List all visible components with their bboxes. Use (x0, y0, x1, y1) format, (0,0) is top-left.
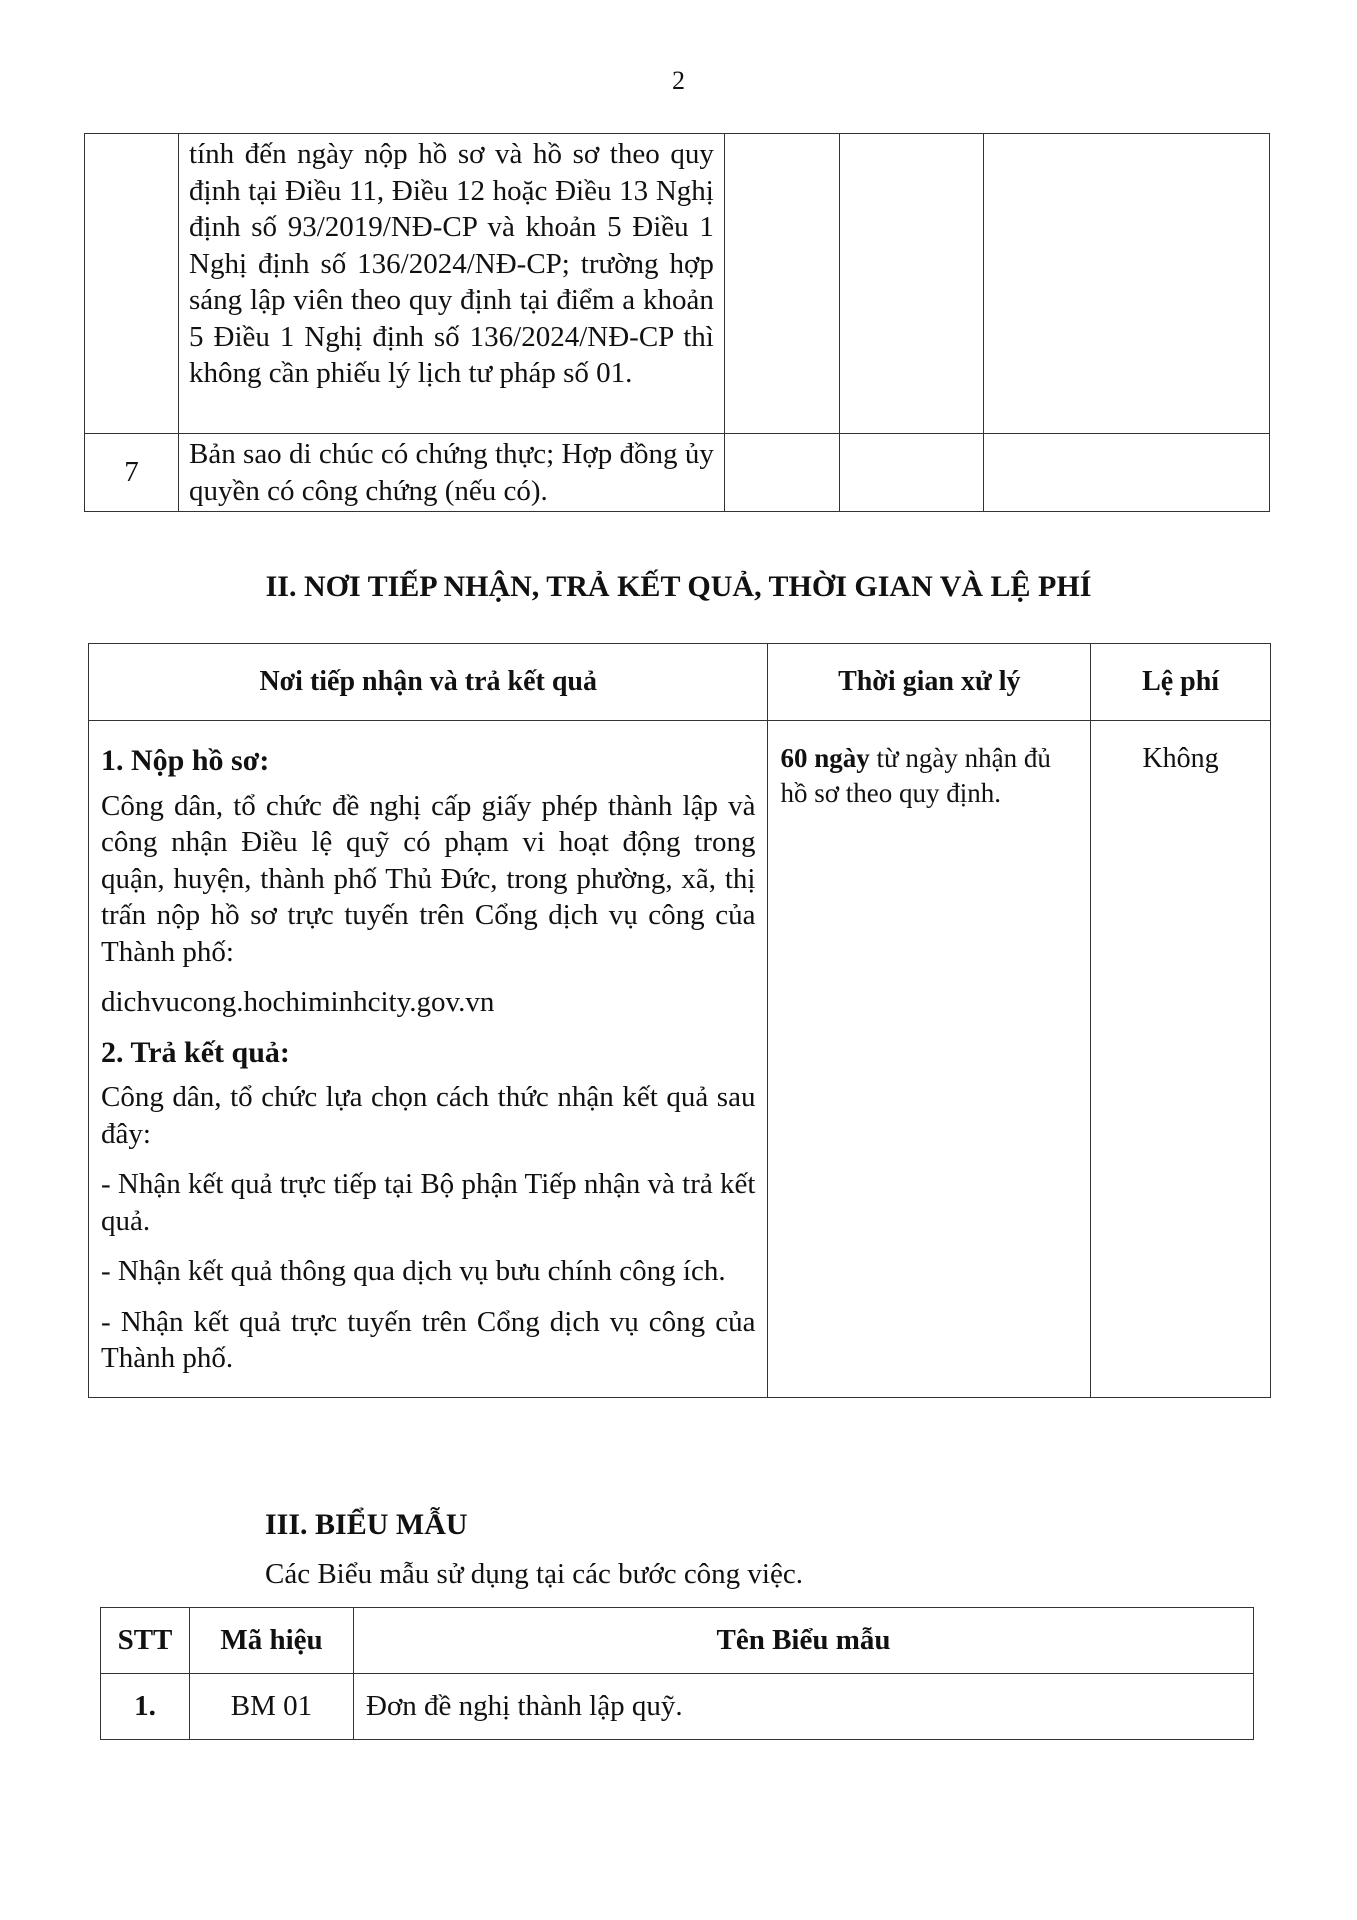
table-row (85, 434, 1270, 512)
document-description: Bản sao di chúc có chứng thực; Hợp đồng ủy quyền có công chứng (nếu có). (179, 434, 725, 512)
header-place: Nơi tiếp nhận và trả kết quả (89, 644, 768, 721)
result-option: - Nhận kết quả trực tiếp tại Bộ phận Tiếp nhận và trả kết quả. (101, 1168, 756, 1237)
result-option: - Nhận kết quả thông qua dịch vụ bưu chính công ích. (101, 1255, 726, 1287)
table-row (89, 721, 1271, 1398)
form-code: BM 01 (190, 1674, 354, 1740)
reception-table (88, 643, 1271, 1398)
processing-time-text: từ ngày nhận đủ hồ sơ theo quy định. (780, 743, 1051, 808)
section-heading: III. BIỂU MẪU (265, 1508, 468, 1541)
empty-cell (839, 134, 983, 434)
submit-heading: 1. Nộp hồ sơ: (101, 744, 270, 777)
header-fee: Lệ phí (1091, 644, 1271, 721)
empty-cell (724, 434, 839, 512)
table-header-row (89, 644, 1271, 721)
row-number (85, 134, 179, 434)
section-heading: II. NƠI TIẾP NHẬN, TRẢ KẾT QUẢ, THỜI GIAN VÀ LỆ PHÍ (265, 570, 1092, 603)
form-name: Đơn đề nghị thành lập quỹ. (354, 1674, 1254, 1740)
row-number: 7 (85, 434, 179, 512)
section-description: Các Biểu mẫu sử dụng tại các bước công việc. (265, 1558, 803, 1590)
place-cell (89, 721, 768, 1398)
header-stt: STT (101, 1608, 190, 1674)
forms-table (100, 1607, 1254, 1740)
documents-table-continued (84, 133, 1270, 512)
header-time: Thời gian xử lý (768, 644, 1091, 721)
table-row (85, 134, 1270, 434)
website-link[interactable]: dichvucong.hochiminhcity.gov.vn (101, 986, 495, 1018)
form-stt: 1. (101, 1674, 190, 1740)
header-code: Mã hiệu (190, 1608, 354, 1674)
result-option: - Nhận kết quả trực tuyến trên Cổng dịch vụ công của Thành phố. (101, 1305, 756, 1374)
empty-cell (724, 134, 839, 434)
time-cell (768, 721, 1091, 1398)
result-heading: 2. Trả kết quả: (101, 1035, 290, 1069)
document-description: tính đến ngày nộp hồ sơ và hồ sơ theo quy định tại Điều 11, Điều 12 hoặc Điều 13 Nghị định số 93/2019/NĐ-CP và khoản 5 Điều 1 Nghị định số 136/2024/NĐ-CP; trường hợp sáng lập viên theo quy định tại điểm a khoản 5 Điều 1 Nghị định số 136/2024/NĐ-CP thì không cần phiếu lý lịch tư pháp số 01. (179, 134, 725, 434)
processing-days: 60 ngày (780, 743, 870, 773)
fee-cell: Không (1091, 721, 1271, 1398)
page-number: 2 (672, 66, 685, 95)
header-form-name: Tên Biểu mẫu (354, 1608, 1254, 1674)
table-row (101, 1674, 1254, 1740)
empty-cell (984, 134, 1270, 434)
table-header-row (101, 1608, 1254, 1674)
result-text: Công dân, tổ chức lựa chọn cách thức nhận kết quả sau đây: (101, 1081, 756, 1150)
empty-cell (839, 434, 983, 512)
empty-cell (984, 434, 1270, 512)
submit-text: Công dân, tổ chức đề nghị cấp giấy phép thành lập và công nhận Điều lệ quỹ có phạm vi hoạt động trong quận, huyện, thành phố Thủ Đức, trong phường, xã, thị trấn nộp hồ sơ trực tuyến trên Cổng dịch vụ công của Thành phố: (101, 789, 756, 968)
